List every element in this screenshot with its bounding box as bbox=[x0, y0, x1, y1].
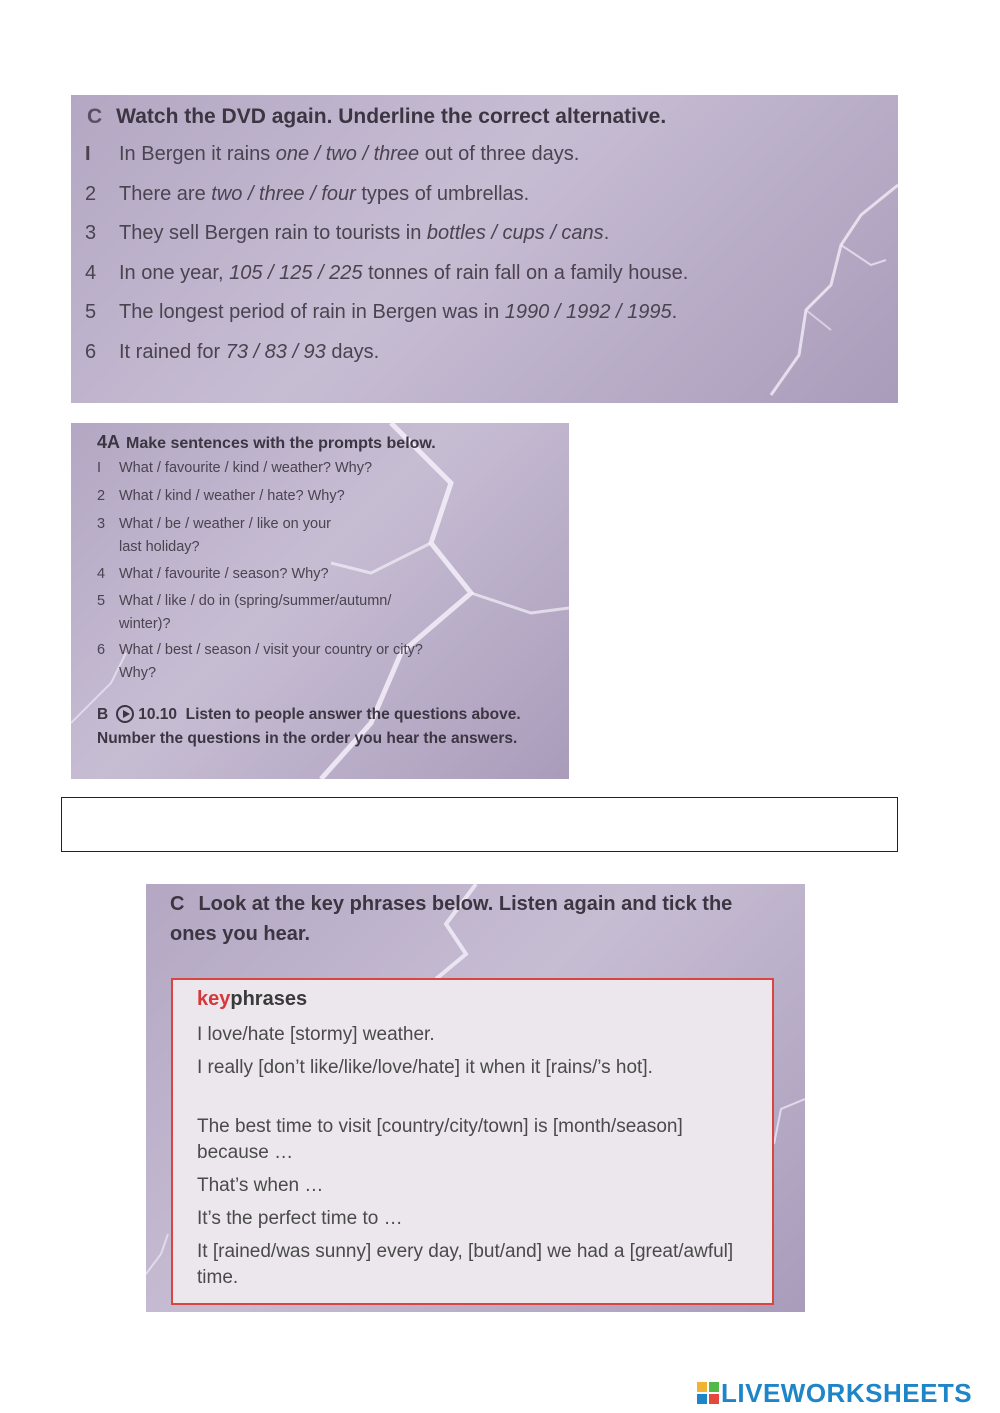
play-icon[interactable] bbox=[116, 705, 134, 723]
exercise-c2-title: C Look at the key phrases below. Listen again and tick the ones you hear. bbox=[170, 893, 733, 945]
list-item: 2 There are two / three / four types of umbrellas. bbox=[85, 183, 530, 205]
liveworksheets-logo: LIVEWORKSHEETS bbox=[697, 1378, 972, 1410]
list-item: 5 The longest period of rain in Bergen was in 1990 / 1992 / 1995. bbox=[85, 301, 678, 323]
key-phrases-box bbox=[171, 978, 774, 1305]
alternatives[interactable]: 73 / 83 / 93 bbox=[225, 341, 326, 363]
answer-input[interactable] bbox=[61, 797, 898, 852]
key-phrase[interactable]: I love/hate [stormy] weather. bbox=[197, 1024, 435, 1045]
list-item: 6 It rained for 73 / 83 / 93 days. bbox=[85, 341, 380, 363]
exercise-4a-title: 4A Make sentences with the prompts below. bbox=[97, 432, 436, 452]
alternatives[interactable]: bottles / cups / cans bbox=[426, 222, 604, 244]
key-phrases-panel bbox=[146, 884, 805, 1312]
alternatives[interactable]: 105 / 125 / 225 bbox=[229, 262, 363, 284]
exercise-c-title: C Watch the DVD again. Underline the correct alternative. bbox=[87, 105, 667, 128]
alternatives[interactable]: one / two / three bbox=[275, 143, 420, 165]
list-item: 4 In one year, 105 / 125 / 225 tonnes of rain fall on a family house. bbox=[85, 262, 689, 284]
key-phrase[interactable]: It [rained/was sunny] every day, [but/and] we had a [great/awful] time. bbox=[197, 1241, 734, 1288]
list-item: 3 What / be / weather / like on your last holiday? bbox=[97, 516, 331, 555]
exercise-c-panel bbox=[71, 95, 898, 403]
key-phrases-heading: keyphrases bbox=[197, 988, 308, 1010]
key-phrase[interactable]: It’s the perfect time to … bbox=[197, 1208, 403, 1229]
list-item: 2 What / kind / weather / hate? Why? bbox=[97, 488, 345, 504]
list-item: I In Bergen it rains one / two / three out of three days. bbox=[85, 143, 580, 165]
list-item: 6 What / best / season / visit your country or city? Why? bbox=[97, 642, 423, 681]
exercise-4a-panel bbox=[71, 423, 569, 779]
key-phrase[interactable]: That’s when … bbox=[197, 1175, 324, 1196]
list-item: 4 What / favourite / season? Why? bbox=[97, 566, 329, 582]
list-item: 5 What / like / do in (spring/summer/autumn/ winter)? bbox=[97, 593, 392, 632]
list-item: I What / favourite / kind / weather? Why? bbox=[97, 460, 373, 476]
exercise-4b-instruction: B 10.10 Listen to people answer the questions above. Number the questions in the order you hear the answers. bbox=[97, 706, 521, 747]
key-phrase[interactable]: The best time to visit [country/city/town] is [month/season] because … bbox=[197, 1116, 683, 1163]
list-item: 3 They sell Bergen rain to tourists in bottles / cups / cans. bbox=[85, 222, 610, 244]
logo-mark-icon bbox=[697, 1382, 719, 1404]
key-phrase[interactable]: I really [don’t like/like/love/hate] it when it [rains/’s hot]. bbox=[197, 1057, 653, 1078]
alternatives[interactable]: two / three / four bbox=[211, 183, 356, 205]
alternatives[interactable]: 1990 / 1992 / 1995 bbox=[504, 301, 672, 323]
